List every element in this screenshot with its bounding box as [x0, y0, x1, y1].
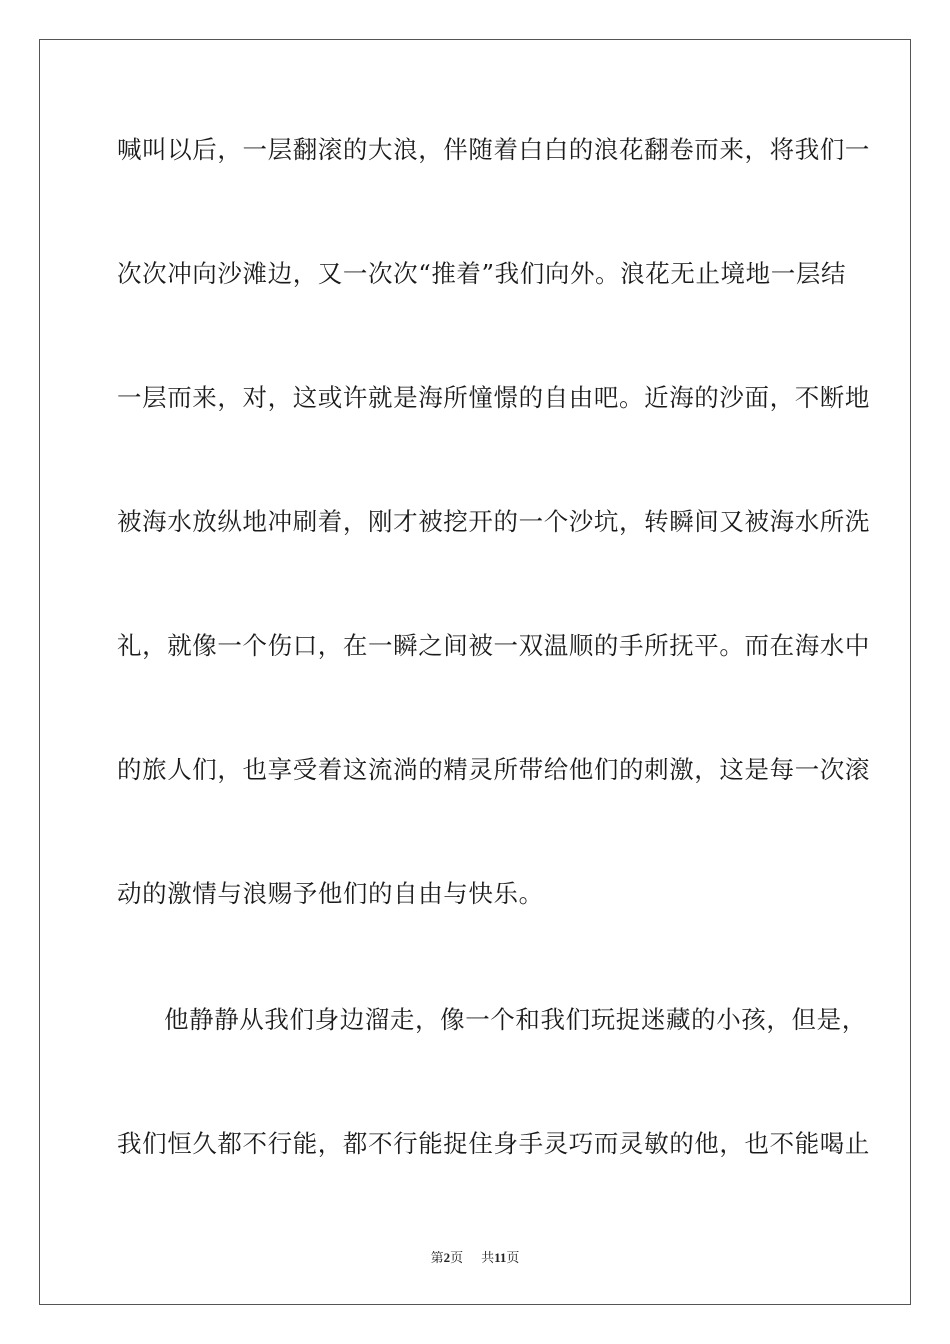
paragraph-line: 的旅人们，也享受着这流淌的精灵所带给他们的刺激，这是每一次滚	[117, 755, 870, 784]
paragraph-line: 我们恒久都不行能，都不行能捉住身手灵巧而灵敏的他，也不能喝止	[117, 1129, 870, 1158]
page-border	[39, 39, 911, 1305]
total-prefix: 共	[481, 1251, 495, 1266]
page-number: 2	[443, 1250, 451, 1265]
page-suffix: 页	[450, 1251, 464, 1266]
paragraph-line: 动的激情与浪赐予他们的自由与快乐。	[117, 879, 544, 908]
paragraph-line: 喊叫以后，一层翻滚的大浪，伴随着白白的浪花翻卷而来，将我们一	[117, 135, 870, 164]
paragraph-line: 次次冲向沙滩边，又一次次“推着”我们向外。浪花无止境地一层结	[117, 259, 847, 288]
paragraph-line: 一层而来，对，这或许就是海所憧憬的自由吧。近海的沙面，不断地	[117, 383, 870, 412]
paragraph-line: 被海水放纵地冲刷着，刚才被挖开的一个沙坑，转瞬间又被海水所洗	[117, 507, 870, 536]
paragraph-line: 礼，就像一个伤口，在一瞬之间被一双温顺的手所抚平。而在海水中	[117, 631, 870, 660]
page-footer	[0, 1250, 950, 1267]
total-pages: 11	[494, 1250, 507, 1265]
paragraph-line: 他静静从我们身边溜走，像一个和我们玩捉迷藏的小孩，但是，	[164, 1005, 867, 1034]
page-prefix: 第	[430, 1251, 444, 1266]
total-suffix: 页	[506, 1251, 520, 1266]
